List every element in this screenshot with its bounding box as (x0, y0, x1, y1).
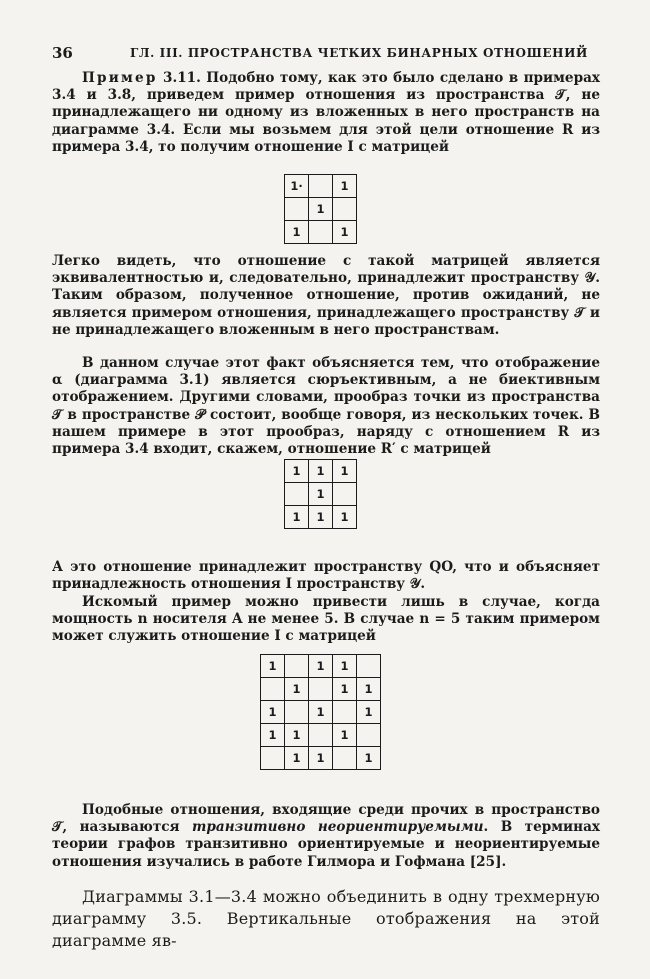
matrix-cell: 1 (285, 221, 309, 244)
matrix-cell: 1 (285, 678, 309, 701)
matrix-cell: 1 (333, 460, 357, 483)
matrix-cell: 1 (309, 460, 333, 483)
matrix-cell: 1 (309, 655, 333, 678)
matrix-cell (333, 198, 357, 221)
example-3-11-paragraph (52, 70, 600, 156)
matrix-cell: 1 (333, 506, 357, 529)
transitive-paragraph (52, 802, 600, 871)
matrix-cell: 1 (333, 678, 357, 701)
qo-paragraph: А это отношение принадлежит пространству QO, что и объясняет принадлежность отношения I пространству 𝒴. (52, 559, 600, 593)
matrix-row (261, 747, 381, 770)
matrix-row (261, 655, 381, 678)
matrix-cell: 1 (261, 724, 285, 747)
page-header (52, 44, 604, 64)
matrix-R-prime (284, 459, 357, 529)
matrix-cell (285, 701, 309, 724)
matrix-cell: 1 (333, 221, 357, 244)
matrix-cell (309, 221, 333, 244)
transitive-text-after: . В терминах теории графов транзитивно ориентируемые и неориентируемые отношения изучались в работе Гилмора и Гофмана [25]. (52, 819, 600, 870)
matrix-cell: 1 (285, 460, 309, 483)
matrix-cell: 1 (333, 175, 357, 198)
matrix-cell (285, 483, 309, 506)
matrix-cell: 1 (357, 701, 381, 724)
matrix-cell (309, 724, 333, 747)
example-text: 3.11. Подобно тому, как это было сделано в примерах 3.4 и 3.8, приведем пример отношения из пространства 𝒯, не принадлежащего ни одному из вложенных в него пространств на диаграмме 3.4. Если мы возьмем для этой цели отношение R из примера 3.4, то получим отношение I с матрицей (52, 70, 600, 155)
matrix-cell (285, 198, 309, 221)
matrix-cell: 1 (285, 747, 309, 770)
matrix-cell: 1 (261, 655, 285, 678)
matrix-cell (333, 701, 357, 724)
matrix-row (261, 701, 381, 724)
matrix-cell (309, 175, 333, 198)
matrix-cell: 1 (333, 655, 357, 678)
matrix-cell: 1 (357, 678, 381, 701)
example-label: Пример (82, 70, 158, 86)
matrix-cell: 1· (285, 175, 309, 198)
equivalence-paragraph: Легко видеть, что отношение с такой матрицей является эквивалентностью и, следовательно, принадлежит пространству 𝒴. Таким образом, полученное отношение, против ожиданий, не является примером отношения, принадлежащего пространству 𝒯 и не принадлежащего вложенным в него пространствам. (52, 253, 600, 338)
page-number: 36 (52, 44, 73, 62)
matrix-row (285, 198, 357, 221)
matrix-cell: 1 (309, 701, 333, 724)
matrix-cell: 1 (261, 701, 285, 724)
matrix-cell (357, 724, 381, 747)
matrix-I-5x5 (260, 654, 381, 770)
matrix-cell: 1 (285, 506, 309, 529)
matrix-cell: 1 (309, 198, 333, 221)
matrix-cell: 1 (309, 506, 333, 529)
search-example-paragraph: Искомый пример можно привести лишь в случае, когда мощность n носителя A не менее 5. В случае n = 5 таким примером может служить отношение I с матрицей (52, 594, 600, 645)
transitive-term: транзитивно неориентируемыми (192, 819, 484, 836)
matrix-cell (261, 678, 285, 701)
matrix-I (284, 174, 357, 244)
matrix-row (285, 483, 357, 506)
matrix-row (285, 221, 357, 244)
matrix-row (285, 175, 357, 198)
matrix-row (261, 678, 381, 701)
diagram-paragraph: Диаграммы 3.1—3.4 можно объединить в одну трехмерную диаграмму 3.5. Вертикальные отображения на этой диаграмме яв- (52, 887, 600, 950)
running-title: ГЛ. III. ПРОСТРАНСТВА ЧЕТКИХ БИНАРНЫХ ОТНОШЕНИЙ (130, 46, 588, 60)
transitive-text-before: Подобные отношения, входящие среди прочих в пространство 𝒯, называются (52, 802, 600, 836)
matrix-row (285, 506, 357, 529)
matrix-row (285, 460, 357, 483)
matrix-cell (333, 747, 357, 770)
matrix-cell (261, 747, 285, 770)
matrix-cell: 1 (333, 724, 357, 747)
matrix-cell: 1 (309, 483, 333, 506)
matrix-cell: 1 (285, 724, 309, 747)
matrix-row (261, 724, 381, 747)
matrix-cell: 1 (357, 747, 381, 770)
matrix-cell (309, 678, 333, 701)
matrix-cell: 1 (309, 747, 333, 770)
matrix-cell (285, 655, 309, 678)
explanation-paragraph: В данном случае этот факт объясняется тем, что отображение α (диаграмма 3.1) является сюръективным, а не биективным отображением. Другими словами, прообраз точки из пространства 𝒯 в пространстве 𝒫 состоит, вообще говоря, из нескольких точек. В нашем примере в этот прообраз, наряду с отношением R из примера 3.4 входит, скажем, отношение R′ с матрицей (52, 355, 600, 458)
matrix-cell (333, 483, 357, 506)
matrix-cell (357, 655, 381, 678)
